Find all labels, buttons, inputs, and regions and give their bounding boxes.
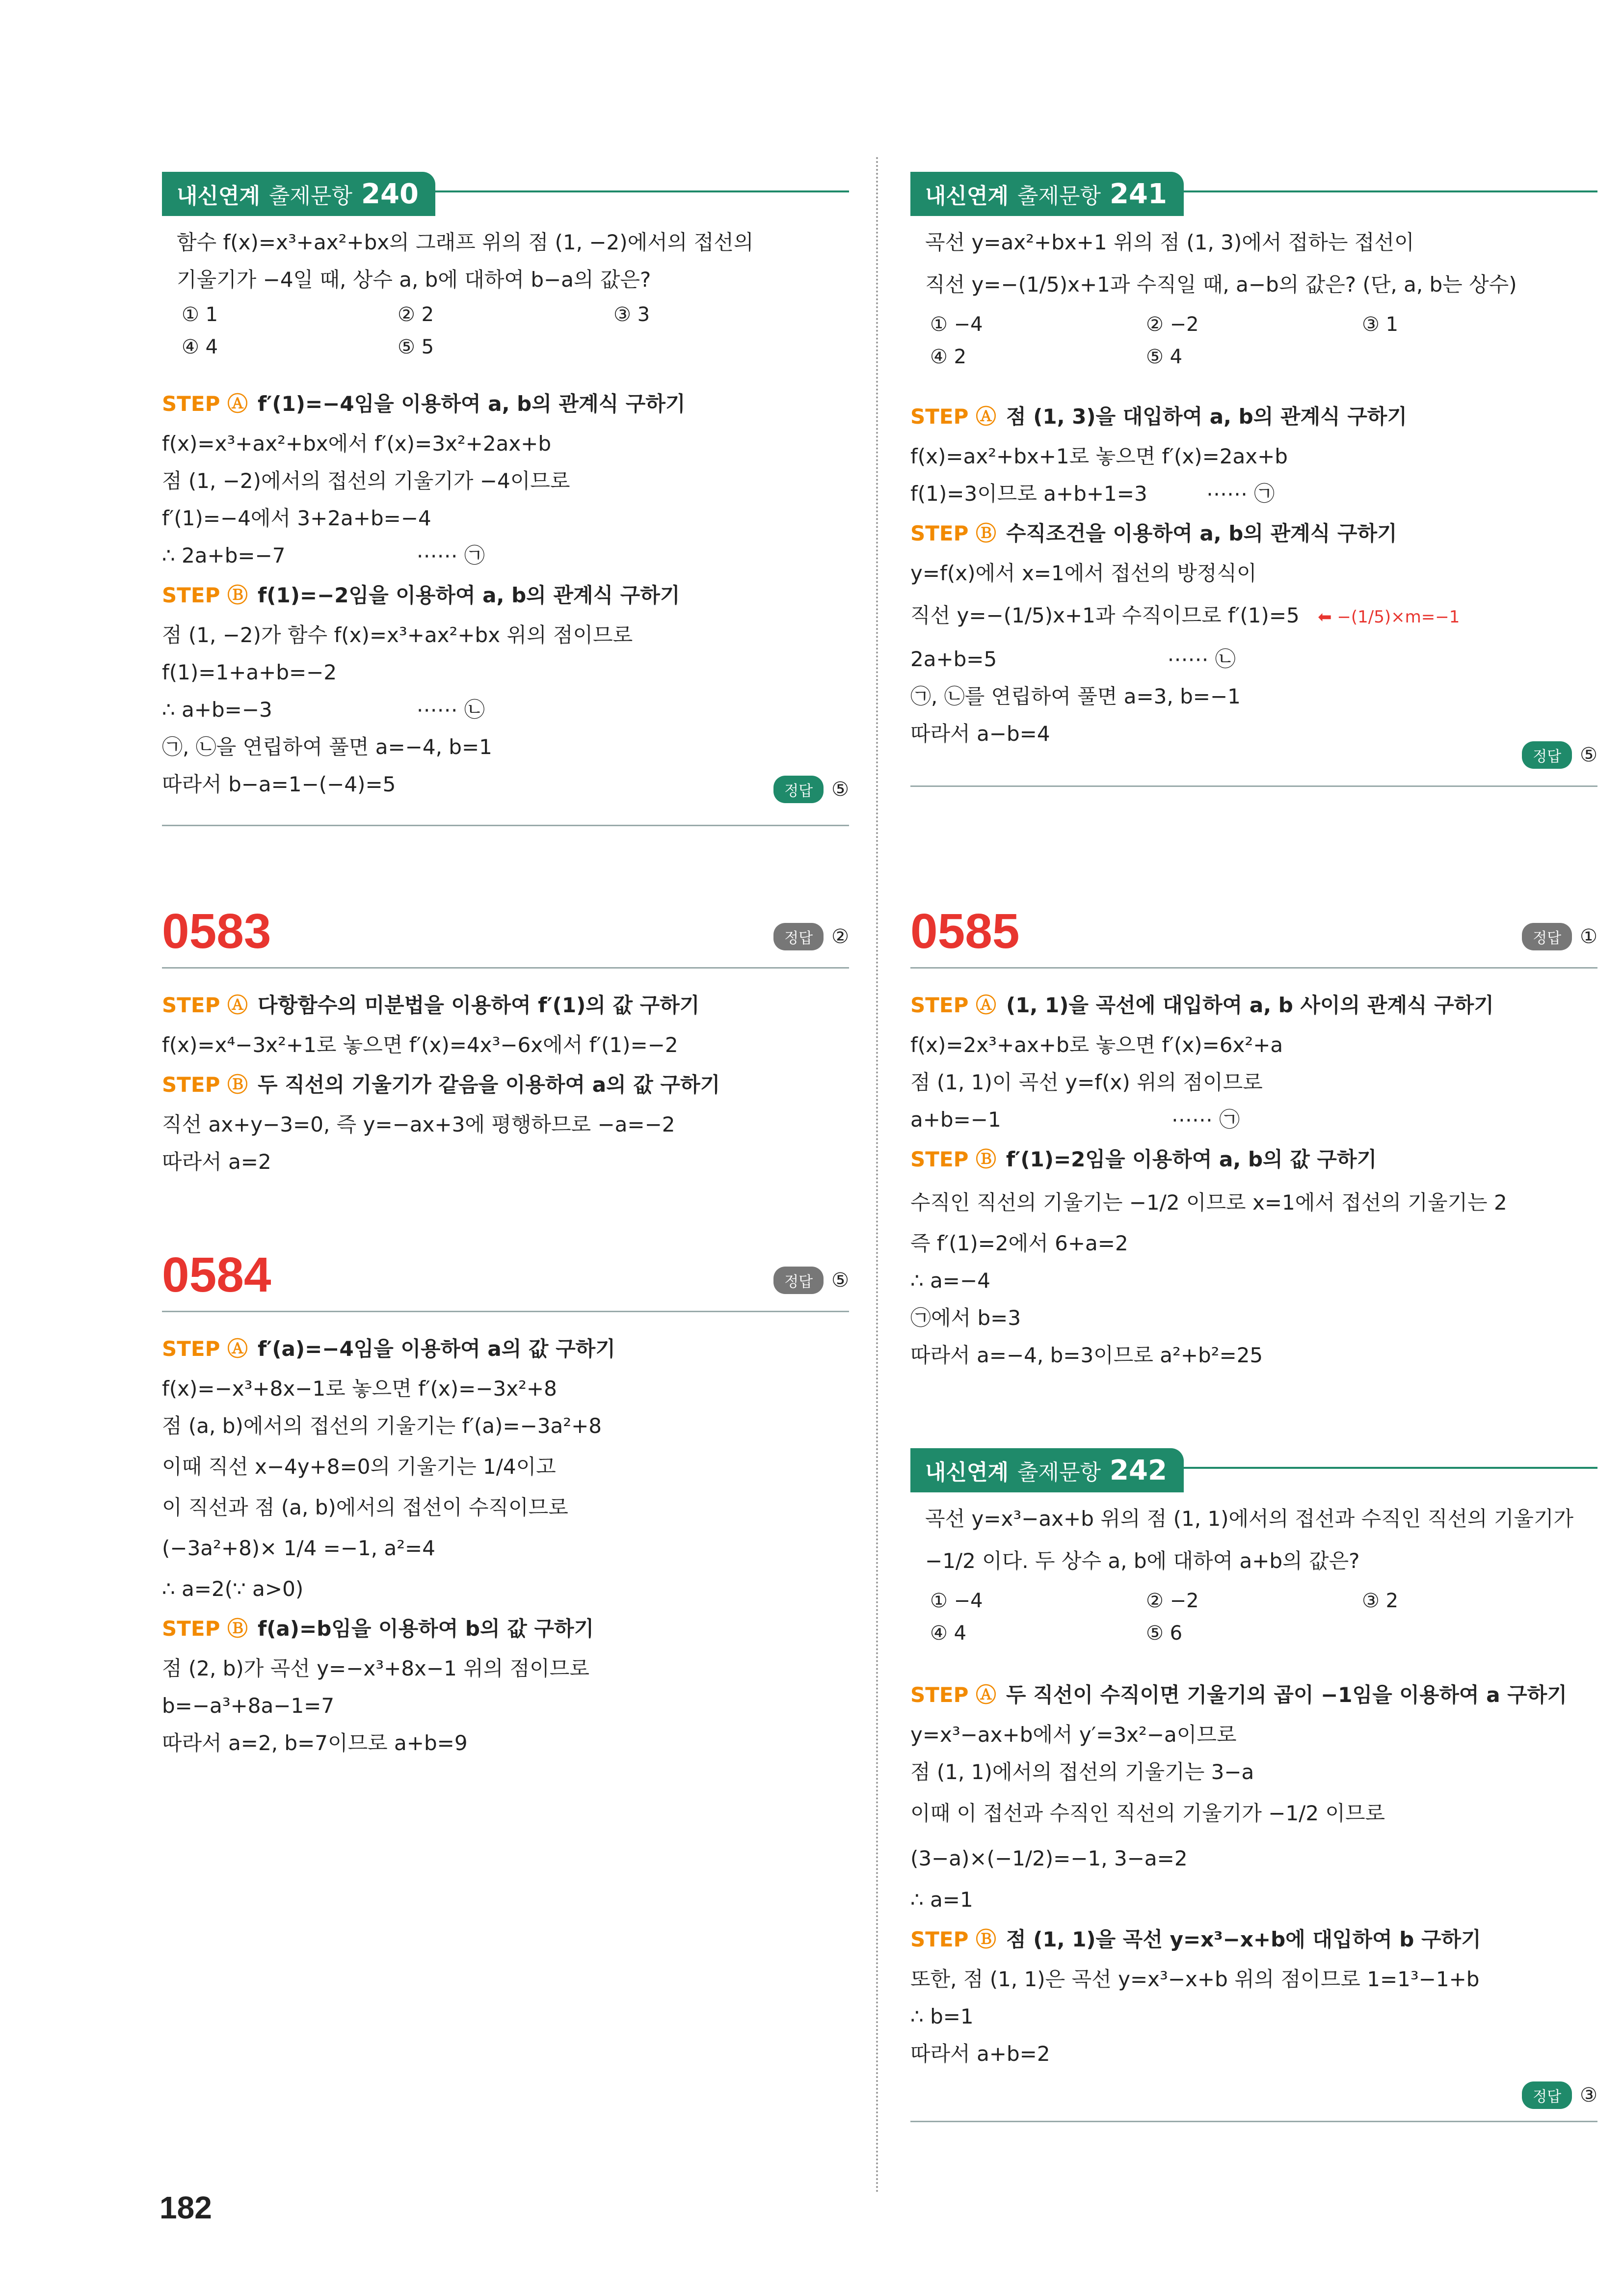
problem-number: 0585 [910, 904, 1020, 959]
choice: ⑤ 4 [1146, 346, 1183, 368]
solution-line: ∴ a=1 [910, 1888, 973, 1912]
solution-line: 점 (a, b)에서의 접선의 기울기는 f′(a)=−3a²+8 [162, 1414, 602, 1438]
solution-line: y=f(x)에서 x=1에서 접선의 방정식이 [910, 561, 1257, 585]
solution-line: 점 (2, b)가 곡선 y=−x³+8x−1 위의 점이므로 [162, 1656, 589, 1680]
choice: ② −2 [1146, 313, 1199, 336]
step-b: STEP Ⓑ f(a)=b임을 이용하여 b의 값 구하기 [162, 1617, 594, 1641]
choices [925, 1585, 1597, 1649]
solution-line [910, 592, 1597, 641]
choice: ② −2 [1146, 1590, 1199, 1612]
step-b: STEP Ⓑ 수직조건을 이용하여 a, b의 관계식 구하기 [910, 521, 1397, 545]
solution-line: 수직인 직선의 기울기는 −1/2 이므로 x=1에서 접선의 기울기는 2 [910, 1190, 1507, 1215]
problem-242 [910, 1448, 1597, 2107]
problem-text: 곡선 y=x³−ax+b 위의 점 (1, 1)에서의 접선과 수직인 직선의 기울기가 [925, 1507, 1574, 1531]
solution-line: 직선 ax+y−3=0, 즉 y=−ax+3에 평행하므로 −a=−2 [162, 1112, 675, 1136]
problem-number: 0583 [162, 904, 271, 959]
problem-241 [910, 172, 1597, 766]
problem-number: 242 [1110, 1454, 1167, 1486]
choice: ④ 4 [182, 336, 218, 358]
choices [177, 298, 849, 363]
solution-line: (−3a²+8)× 1/4 =−1, a²=4 [162, 1536, 435, 1560]
problem-240 [162, 172, 849, 803]
banner-suffix: 출제문항 [1017, 1460, 1101, 1485]
solution-line: 따라서 a+b=2 [910, 2042, 1050, 2066]
choice: ④ 4 [930, 1622, 967, 1645]
solution-line: f(x)=x³+ax²+bx에서 f′(x)=3x²+2ax+b [162, 432, 552, 456]
solution-line: ∴ a=2(∵ a>0) [162, 1577, 304, 1601]
solution-line: f(x)=2x³+ax+b로 놓으면 f′(x)=6x²+a [910, 1033, 1283, 1057]
problem-text: 기울기가 −4일 때, 상수 a, b에 대하여 b−a의 값은? [177, 268, 651, 292]
solution-line: 점 (1, 1)에서의 접선의 기울기는 3−a [910, 1760, 1254, 1784]
step-b: STEP Ⓑ 두 직선의 기울기가 같음을 이용하여 a의 값 구하기 [162, 1073, 720, 1097]
solution-line: b=−a³+8a−1=7 [162, 1694, 335, 1718]
solution-line: ∴ a+b=−3 ⋯⋯ ㉡ [162, 698, 485, 722]
solution-line: ㉠에서 b=3 [910, 1306, 1021, 1330]
step-a: STEP Ⓐ f′(1)=−4임을 이용하여 a, b의 관계식 구하기 [162, 392, 686, 416]
perpendicular-note: ⬅ −(1/5)×m=−1 [1318, 607, 1460, 627]
answer-240: 정답 ⑤ [773, 776, 849, 803]
solution-line: 즉 f′(1)=2에서 6+a=2 [910, 1231, 1128, 1255]
step-a: STEP Ⓐ f′(a)=−4임을 이용하여 a의 값 구하기 [162, 1337, 615, 1361]
solution-line: f(x)=x⁴−3x²+1로 놓으면 f′(x)=4x³−6x에서 f′(1)=−2 [162, 1033, 678, 1057]
problem-number: 0584 [162, 1247, 271, 1302]
problem-text: −1/2 이다. 두 상수 a, b에 대하여 a+b의 값은? [925, 1549, 1360, 1573]
solution-line: ∴ a=−4 [910, 1269, 990, 1293]
answer-242: 정답 ③ [1522, 2081, 1597, 2109]
solution-line: 2a+b=5 ⋯⋯ ㉡ [910, 647, 1236, 671]
step-b: STEP Ⓑ f(1)=−2임을 이용하여 a, b의 관계식 구하기 [162, 583, 680, 607]
problem-number: 240 [361, 178, 419, 210]
solution-text: 직선 y=−(1/5)x+1과 수직이므로 f′(1)=5 [910, 603, 1300, 627]
solution-line: ㉠, ㉡를 연립하여 풀면 a=3, b=−1 [910, 684, 1241, 708]
solution-line: ∴ 2a+b=−7 ⋯⋯ ㉠ [162, 543, 485, 567]
choice: ① −4 [930, 313, 983, 336]
problem-text: 곡선 y=ax²+bx+1 위의 점 (1, 3)에서 접하는 접선이 [925, 230, 1414, 254]
page-number: 182 [160, 2190, 212, 2225]
solution-line: 점 (1, 1)이 곡선 y=f(x) 위의 점이므로 [910, 1070, 1263, 1094]
problem-text: 직선 y=−(1/5)x+1과 수직일 때, a−b의 값은? (단, a, b는 상수) [925, 272, 1517, 297]
answer-0584: 정답 ⑤ [773, 1267, 849, 1294]
banner-suffix: 출제문항 [269, 184, 353, 209]
choice: ③ 1 [1362, 313, 1399, 336]
solution-line: f(1)=3이므로 a+b+1=3 ⋯⋯ ㉠ [910, 482, 1275, 506]
step-b: STEP Ⓑ 점 (1, 1)을 곡선 y=x³−x+b에 대입하여 b 구하기 [910, 1927, 1481, 1951]
solution-line: 따라서 a=−4, b=3이므로 a²+b²=25 [910, 1343, 1263, 1367]
solution-line: 이 직선과 점 (a, b)에서의 접선이 수직이므로 [162, 1495, 568, 1519]
choice: ① −4 [930, 1590, 983, 1612]
solution-line: 또한, 점 (1, 1)은 곡선 y=x³−x+b 위의 점이므로 1=1³−1+b [910, 1967, 1480, 1991]
solution-line: 점 (1, −2)에서의 접선의 기울기가 −4이므로 [162, 469, 570, 493]
solution-line: 따라서 a=2 [162, 1150, 271, 1174]
answer-241: 정답 ⑤ [1522, 741, 1597, 769]
step-a: STEP Ⓐ (1, 1)을 곡선에 대입하여 a, b 사이의 관계식 구하기 [910, 993, 1494, 1017]
banner-240 [162, 172, 849, 217]
solution-line: f(1)=1+a+b=−2 [162, 660, 337, 684]
problem-text: 함수 f(x)=x³+ax²+bx의 그래프 위의 점 (1, −2)에서의 접선의 [177, 230, 754, 254]
banner-prefix: 내신연계 [177, 184, 261, 209]
choices [925, 308, 1597, 373]
choice: ② 2 [398, 303, 434, 326]
banner-242 [910, 1448, 1597, 1493]
solution-line: 이때 직선 x−4y+8=0의 기울기는 1/4이고 [162, 1455, 556, 1479]
problem-number: 241 [1110, 178, 1167, 210]
solution-line: 이때 이 접선과 수직인 직선의 기울기가 −1/2 이므로 [910, 1801, 1385, 1825]
step-b: STEP Ⓑ f′(1)=2임을 이용하여 a, b의 값 구하기 [910, 1147, 1377, 1171]
step-a: STEP Ⓐ 다항함수의 미분법을 이용하여 f′(1)의 값 구하기 [162, 993, 700, 1017]
choice: ⑤ 6 [1146, 1622, 1183, 1645]
solution-line: a+b=−1 ⋯⋯ ㉠ [910, 1107, 1240, 1132]
answer-0585: 정답 ① [1522, 923, 1597, 950]
solution-line: ∴ b=1 [910, 2004, 974, 2028]
banner-prefix: 내신연계 [925, 1460, 1009, 1485]
solution-line: y=x³−ax+b에서 y′=3x²−a이므로 [910, 1723, 1237, 1747]
column-divider [876, 157, 878, 2194]
solution-line: 점 (1, −2)가 함수 f(x)=x³+ax²+bx 위의 점이므로 [162, 623, 633, 647]
solution-line: (3−a)×(−1/2)=−1, 3−a=2 [910, 1846, 1188, 1870]
banner-prefix: 내신연계 [925, 184, 1009, 209]
answer-0583: 정답 ② [773, 923, 849, 950]
banner-241 [910, 172, 1597, 217]
problem-0585 [910, 903, 1597, 1374]
solution-line: f(x)=ax²+bx+1로 놓으면 f′(x)=2ax+b [910, 444, 1288, 468]
solution-line: 따라서 a−b=4 [910, 722, 1050, 746]
choice: ③ 2 [1362, 1590, 1399, 1612]
problem-0583 [162, 903, 849, 1181]
step-a: STEP Ⓐ 두 직선이 수직이면 기울기의 곱이 −1임을 이용하여 a 구하기 [910, 1683, 1567, 1707]
solution-line: 따라서 b−a=1−(−4)=5 [162, 772, 396, 796]
banner-suffix: 출제문항 [1017, 184, 1101, 209]
solution-line: f(x)=−x³+8x−1로 놓으면 f′(x)=−3x²+8 [162, 1377, 557, 1401]
problem-0584 [162, 1247, 849, 1762]
solution-line: ㉠, ㉡을 연립하여 풀면 a=−4, b=1 [162, 735, 492, 759]
choice: ⑤ 5 [398, 336, 434, 358]
step-a: STEP Ⓐ 점 (1, 3)을 대입하여 a, b의 관계식 구하기 [910, 405, 1407, 429]
choice: ③ 3 [613, 303, 650, 326]
solution-line: f′(1)=−4에서 3+2a+b=−4 [162, 506, 431, 530]
choice: ④ 2 [930, 346, 967, 368]
choice: ① 1 [182, 303, 218, 326]
solution-line: 따라서 a=2, b=7이므로 a+b=9 [162, 1731, 468, 1755]
